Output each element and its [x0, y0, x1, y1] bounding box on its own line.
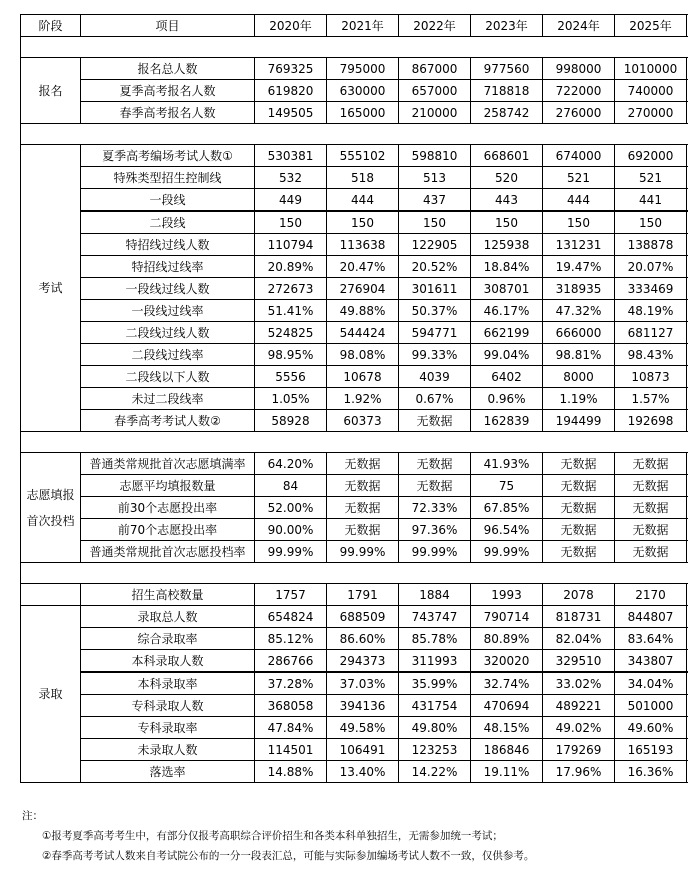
table-row [21, 102, 688, 124]
value-cell: 19.11% [471, 761, 543, 783]
notes-title: 注： [22, 810, 43, 822]
value-cell: 790714 [471, 606, 543, 628]
value-cell: 443 [471, 189, 543, 212]
value-cell: 113638 [327, 234, 399, 256]
row-label: 本科录取率 [81, 672, 255, 695]
value-cell: 867000 [399, 58, 471, 80]
value-cell: 1010000 [615, 58, 687, 80]
value-cell: 99.99% [399, 541, 471, 563]
header-stage: 阶段 [21, 15, 81, 37]
value-cell: 276904 [327, 278, 399, 300]
value-cell: 501000 [615, 695, 687, 717]
note-1: ①报考夏季高考考生中，有部分仅报考高职综合评价招生和各类本科单独招生，无需参加统一考试； [42, 830, 503, 842]
value-cell: 无数据 [327, 519, 399, 541]
row-label: 录取总人数 [81, 606, 255, 628]
value-cell: 1791 [327, 584, 399, 606]
value-cell: 98.81% [543, 344, 615, 366]
value-cell: 49.60% [615, 717, 687, 739]
value-cell: 444 [543, 189, 615, 212]
value-cell: 无数据 [543, 497, 615, 519]
table-row [21, 475, 688, 497]
table-row [21, 189, 688, 212]
value-cell: 270000 [615, 102, 687, 124]
table-row [21, 717, 688, 739]
value-cell: 594771 [399, 322, 471, 344]
value-cell: 34.04% [615, 672, 687, 695]
value-cell: 48.15% [471, 717, 543, 739]
table-row [21, 322, 688, 344]
value-cell: 99.33% [399, 344, 471, 366]
row-label: 夏季高考报名人数 [81, 80, 255, 102]
header-year: 2021年 [327, 15, 399, 37]
header-year: 2020年 [255, 15, 327, 37]
table-row [21, 278, 688, 300]
row-label: 落选率 [81, 761, 255, 783]
stage-cell [21, 584, 81, 606]
value-cell: 无数据 [399, 410, 471, 432]
value-cell: 13.40% [327, 761, 399, 783]
row-label: 一段线 [81, 189, 255, 212]
value-cell: 718818 [471, 80, 543, 102]
value-cell: 18.84% [471, 256, 543, 278]
value-cell: 14.88% [255, 761, 327, 783]
value-cell: 489221 [543, 695, 615, 717]
value-cell: 521 [615, 167, 687, 189]
value-cell: 194499 [543, 410, 615, 432]
row-label: 二段线过线人数 [81, 322, 255, 344]
value-cell: 无数据 [615, 497, 687, 519]
value-cell: 10678 [327, 366, 399, 388]
value-cell: 99.99% [327, 541, 399, 563]
value-cell: 149505 [255, 102, 327, 124]
value-cell: 99.04% [471, 344, 543, 366]
value-cell: 10873 [615, 366, 687, 388]
spacer-cell [21, 37, 688, 58]
value-cell: 179269 [543, 739, 615, 761]
value-cell: 449 [255, 189, 327, 212]
footnotes [22, 806, 534, 866]
value-cell: 654824 [255, 606, 327, 628]
table-row [21, 80, 688, 102]
value-cell: 150 [615, 211, 687, 234]
value-cell: 14.22% [399, 761, 471, 783]
value-cell: 49.80% [399, 717, 471, 739]
header-year: 2023年 [471, 15, 543, 37]
value-cell: 51.41% [255, 300, 327, 322]
spacer-row [21, 124, 688, 145]
value-cell: 210000 [399, 102, 471, 124]
table-row [21, 167, 688, 189]
table-row [21, 145, 688, 167]
table-row [21, 211, 688, 234]
value-cell: 544424 [327, 322, 399, 344]
value-cell: 122905 [399, 234, 471, 256]
table-row [21, 300, 688, 322]
value-cell: 795000 [327, 58, 399, 80]
value-cell: 20.07% [615, 256, 687, 278]
value-cell: 20.52% [399, 256, 471, 278]
value-cell: 114501 [255, 739, 327, 761]
value-cell: 657000 [399, 80, 471, 102]
value-cell: 0.67% [399, 388, 471, 410]
value-cell: 无数据 [615, 541, 687, 563]
value-cell: 521 [543, 167, 615, 189]
value-cell: 60373 [327, 410, 399, 432]
row-label: 特招线过线率 [81, 256, 255, 278]
value-cell: 431754 [399, 695, 471, 717]
spacer-row [21, 37, 688, 58]
row-label: 普通类常规批首次志愿填满率 [81, 453, 255, 475]
value-cell: 1.92% [327, 388, 399, 410]
value-cell: 662199 [471, 322, 543, 344]
value-cell: 272673 [255, 278, 327, 300]
header-year: 2025年 [615, 15, 687, 37]
note-2: ②春季高考考试人数来自考试院公布的一分一段表汇总，可能与实际参加编场考试人数不一致，仅供参考。 [42, 850, 535, 862]
value-cell: 666000 [543, 322, 615, 344]
row-label: 一段线过线人数 [81, 278, 255, 300]
value-cell: 1757 [255, 584, 327, 606]
value-cell: 674000 [543, 145, 615, 167]
value-cell: 530381 [255, 145, 327, 167]
value-cell: 1.57% [615, 388, 687, 410]
value-cell: 无数据 [399, 475, 471, 497]
row-label: 二段线过线率 [81, 344, 255, 366]
table-row [21, 761, 688, 783]
value-cell: 125938 [471, 234, 543, 256]
stage-cell: 考试 [21, 145, 81, 432]
value-cell: 无数据 [615, 453, 687, 475]
value-cell: 17.96% [543, 761, 615, 783]
gaokao-stats-table [20, 14, 688, 783]
row-label: 春季高考报名人数 [81, 102, 255, 124]
table-row [21, 650, 688, 673]
value-cell: 518 [327, 167, 399, 189]
value-cell: 47.84% [255, 717, 327, 739]
header-year: 2024年 [543, 15, 615, 37]
table-row [21, 628, 688, 650]
value-cell: 5556 [255, 366, 327, 388]
value-cell: 444 [327, 189, 399, 212]
value-cell: 90.00% [255, 519, 327, 541]
header-year: 2022年 [399, 15, 471, 37]
value-cell: 150 [327, 211, 399, 234]
value-cell: 311993 [399, 650, 471, 673]
stage-cell: 报名 [21, 58, 81, 124]
value-cell: 258742 [471, 102, 543, 124]
row-label: 前30个志愿投出率 [81, 497, 255, 519]
table-row [21, 606, 688, 628]
value-cell: 318935 [543, 278, 615, 300]
value-cell: 64.20% [255, 453, 327, 475]
value-cell: 4039 [399, 366, 471, 388]
table-row [21, 58, 688, 80]
value-cell: 131231 [543, 234, 615, 256]
row-label: 二段线以下人数 [81, 366, 255, 388]
row-label: 特招线过线人数 [81, 234, 255, 256]
value-cell: 无数据 [615, 475, 687, 497]
table-row [21, 695, 688, 717]
value-cell: 无数据 [543, 475, 615, 497]
row-label: 二段线 [81, 211, 255, 234]
value-cell: 520 [471, 167, 543, 189]
table-row [21, 519, 688, 541]
value-cell: 329510 [543, 650, 615, 673]
value-cell: 83.64% [615, 628, 687, 650]
value-cell: 998000 [543, 58, 615, 80]
spacer-row [21, 432, 688, 453]
value-cell: 8000 [543, 366, 615, 388]
value-cell: 无数据 [327, 453, 399, 475]
value-cell: 19.47% [543, 256, 615, 278]
row-label: 前70个志愿投出率 [81, 519, 255, 541]
stage-label-part: 志愿填报 [26, 487, 75, 502]
header-row [21, 15, 688, 37]
value-cell: 513 [399, 167, 471, 189]
value-cell: 818731 [543, 606, 615, 628]
value-cell: 441 [615, 189, 687, 212]
value-cell: 无数据 [543, 519, 615, 541]
value-cell: 37.28% [255, 672, 327, 695]
value-cell: 555102 [327, 145, 399, 167]
value-cell: 138878 [615, 234, 687, 256]
value-cell: 681127 [615, 322, 687, 344]
value-cell: 无数据 [543, 453, 615, 475]
value-cell: 2170 [615, 584, 687, 606]
table-row [21, 256, 688, 278]
value-cell: 668601 [471, 145, 543, 167]
value-cell: 82.04% [543, 628, 615, 650]
value-cell: 1993 [471, 584, 543, 606]
value-cell: 35.99% [399, 672, 471, 695]
row-label: 专科录取人数 [81, 695, 255, 717]
value-cell: 0.96% [471, 388, 543, 410]
value-cell: 32.74% [471, 672, 543, 695]
table-row [21, 344, 688, 366]
value-cell: 333469 [615, 278, 687, 300]
value-cell: 186846 [471, 739, 543, 761]
value-cell: 1.19% [543, 388, 615, 410]
value-cell: 50.37% [399, 300, 471, 322]
value-cell: 33.02% [543, 672, 615, 695]
value-cell: 99.99% [255, 541, 327, 563]
row-label: 未录取人数 [81, 739, 255, 761]
value-cell: 192698 [615, 410, 687, 432]
table-row [21, 739, 688, 761]
value-cell: 150 [543, 211, 615, 234]
value-cell: 2078 [543, 584, 615, 606]
stage-cell [21, 453, 81, 563]
value-cell: 37.03% [327, 672, 399, 695]
value-cell: 630000 [327, 80, 399, 102]
value-cell: 98.43% [615, 344, 687, 366]
value-cell: 286766 [255, 650, 327, 673]
value-cell: 48.19% [615, 300, 687, 322]
value-cell: 437 [399, 189, 471, 212]
value-cell: 162839 [471, 410, 543, 432]
spacer-cell [21, 124, 688, 145]
value-cell: 67.85% [471, 497, 543, 519]
value-cell: 16.36% [615, 761, 687, 783]
value-cell: 722000 [543, 80, 615, 102]
value-cell: 6402 [471, 366, 543, 388]
row-label: 春季高考考试人数② [81, 410, 255, 432]
value-cell: 无数据 [327, 475, 399, 497]
value-cell: 98.08% [327, 344, 399, 366]
value-cell: 532 [255, 167, 327, 189]
value-cell: 75 [471, 475, 543, 497]
table-row [21, 366, 688, 388]
value-cell: 740000 [615, 80, 687, 102]
value-cell: 294373 [327, 650, 399, 673]
header-item: 项目 [81, 15, 255, 37]
value-cell: 320020 [471, 650, 543, 673]
table-row [21, 497, 688, 519]
value-cell: 20.89% [255, 256, 327, 278]
table-row [21, 388, 688, 410]
value-cell: 110794 [255, 234, 327, 256]
value-cell: 301611 [399, 278, 471, 300]
value-cell: 85.78% [399, 628, 471, 650]
table-row [21, 453, 688, 475]
table-row [21, 672, 688, 695]
row-label: 夏季高考编场考试人数① [81, 145, 255, 167]
row-label: 招生高校数量 [81, 584, 255, 606]
table-row [21, 234, 688, 256]
table-row [21, 584, 688, 606]
value-cell: 343807 [615, 650, 687, 673]
value-cell: 470694 [471, 695, 543, 717]
value-cell: 150 [255, 211, 327, 234]
value-cell: 85.12% [255, 628, 327, 650]
value-cell: 86.60% [327, 628, 399, 650]
value-cell: 1.05% [255, 388, 327, 410]
value-cell: 308701 [471, 278, 543, 300]
value-cell: 394136 [327, 695, 399, 717]
value-cell: 41.93% [471, 453, 543, 475]
value-cell: 72.33% [399, 497, 471, 519]
value-cell: 无数据 [327, 497, 399, 519]
value-cell: 688509 [327, 606, 399, 628]
value-cell: 769325 [255, 58, 327, 80]
spacer-cell [21, 432, 688, 453]
row-label: 专科录取率 [81, 717, 255, 739]
value-cell: 598810 [399, 145, 471, 167]
value-cell: 52.00% [255, 497, 327, 519]
value-cell: 80.89% [471, 628, 543, 650]
value-cell: 524825 [255, 322, 327, 344]
value-cell: 58928 [255, 410, 327, 432]
value-cell: 20.47% [327, 256, 399, 278]
value-cell: 98.95% [255, 344, 327, 366]
row-label: 一段线过线率 [81, 300, 255, 322]
value-cell: 1884 [399, 584, 471, 606]
row-label: 未过二段线率 [81, 388, 255, 410]
value-cell: 123253 [399, 739, 471, 761]
value-cell: 47.32% [543, 300, 615, 322]
value-cell: 743747 [399, 606, 471, 628]
value-cell: 368058 [255, 695, 327, 717]
value-cell: 99.99% [471, 541, 543, 563]
table-row [21, 410, 688, 432]
row-label: 普通类常规批首次志愿投档率 [81, 541, 255, 563]
row-label: 特殊类型招生控制线 [81, 167, 255, 189]
row-label: 志愿平均填报数量 [81, 475, 255, 497]
value-cell: 150 [399, 211, 471, 234]
row-label: 综合录取率 [81, 628, 255, 650]
value-cell: 150 [471, 211, 543, 234]
value-cell: 619820 [255, 80, 327, 102]
value-cell: 692000 [615, 145, 687, 167]
table-row [21, 541, 688, 563]
value-cell: 165000 [327, 102, 399, 124]
spacer-cell [21, 563, 688, 584]
value-cell: 无数据 [615, 519, 687, 541]
spacer-row [21, 563, 688, 584]
value-cell: 无数据 [543, 541, 615, 563]
value-cell: 977560 [471, 58, 543, 80]
value-cell: 106491 [327, 739, 399, 761]
row-label: 本科录取人数 [81, 650, 255, 673]
stage-cell: 录取 [21, 606, 81, 783]
value-cell: 46.17% [471, 300, 543, 322]
value-cell: 96.54% [471, 519, 543, 541]
value-cell: 49.02% [543, 717, 615, 739]
value-cell: 84 [255, 475, 327, 497]
value-cell: 97.36% [399, 519, 471, 541]
stage-label-part: 首次投档 [26, 513, 75, 528]
value-cell: 49.88% [327, 300, 399, 322]
value-cell: 49.58% [327, 717, 399, 739]
value-cell: 无数据 [399, 453, 471, 475]
row-label: 报名总人数 [81, 58, 255, 80]
value-cell: 844807 [615, 606, 687, 628]
value-cell: 276000 [543, 102, 615, 124]
value-cell: 165193 [615, 739, 687, 761]
